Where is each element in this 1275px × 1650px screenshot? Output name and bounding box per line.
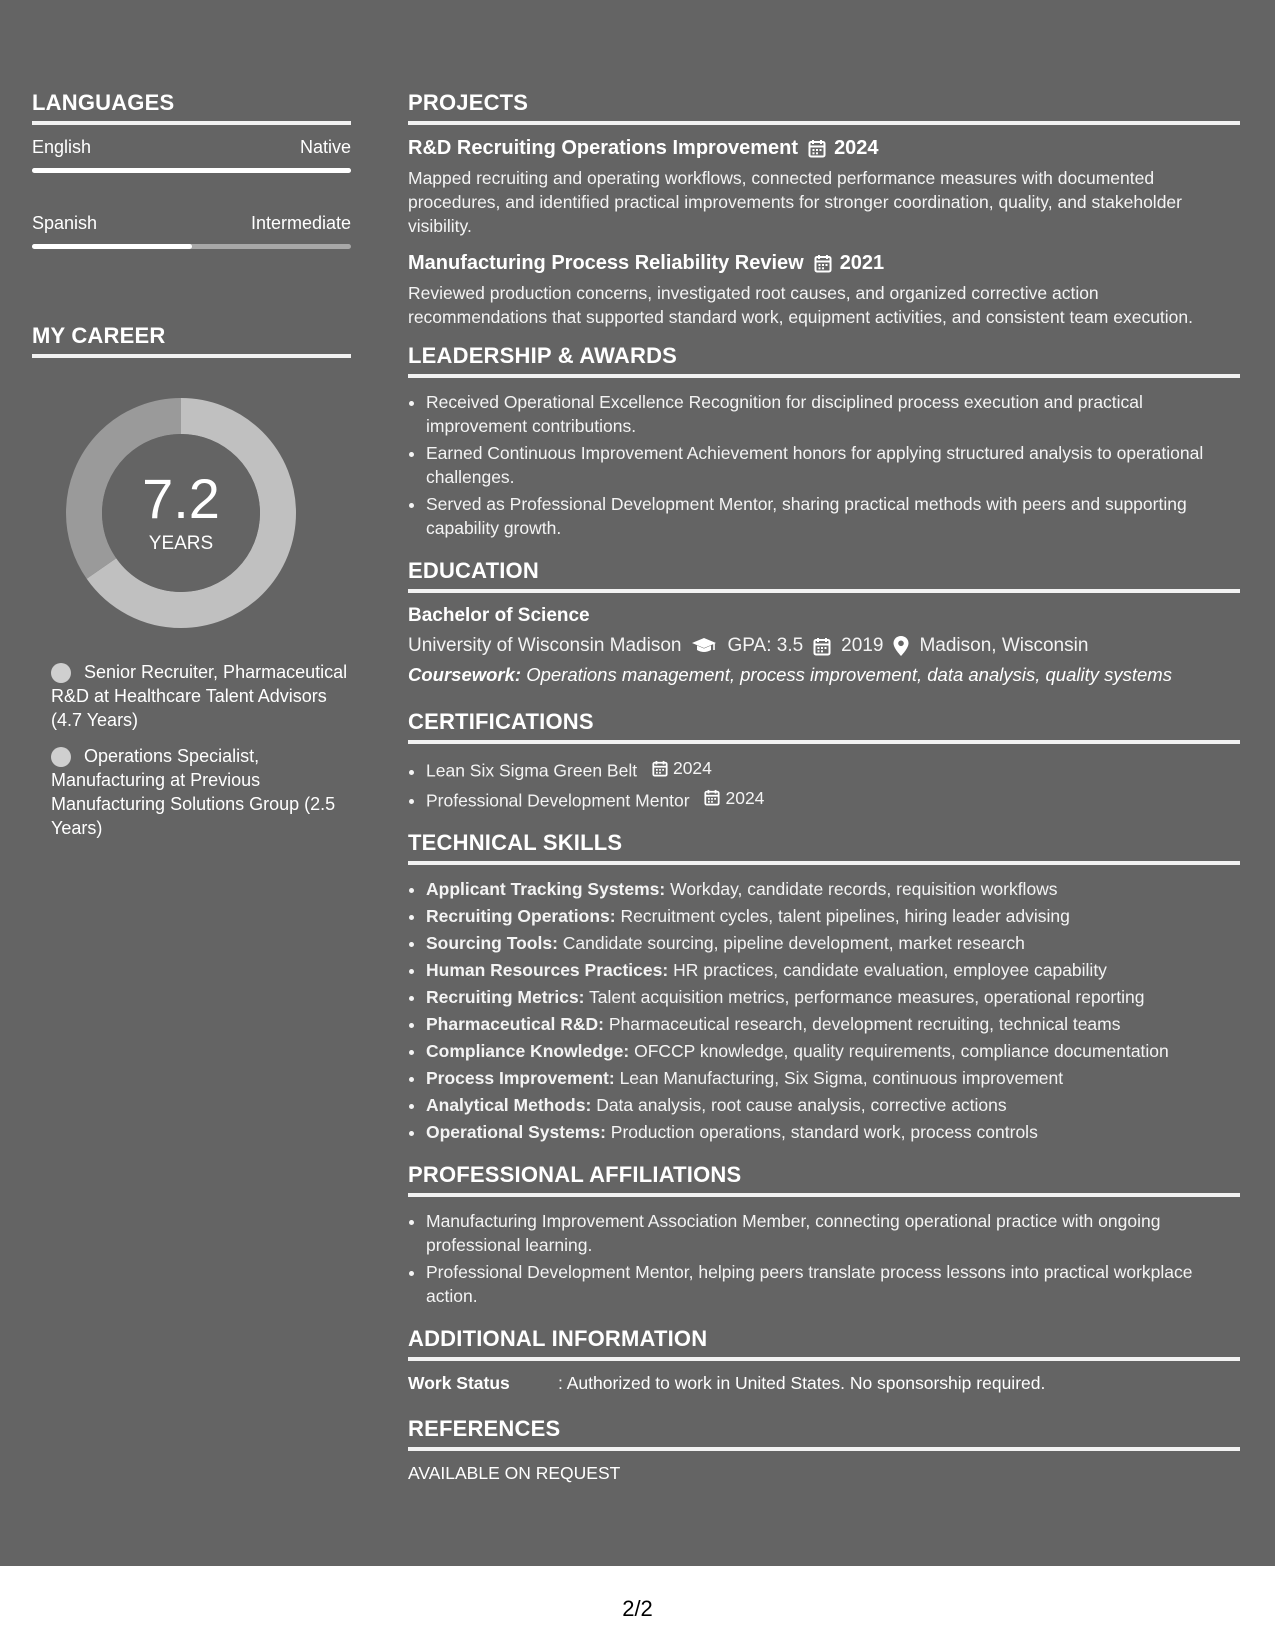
skill-item	[426, 1039, 1240, 1063]
certification-year: 2024	[725, 787, 765, 808]
language-proficiency-fill	[32, 168, 351, 173]
skill-value: Data analysis, root cause analysis, corrective actions	[596, 1095, 1007, 1115]
references-heading: REFERENCES	[408, 1416, 1240, 1451]
skill-label: Human Resources Practices:	[426, 960, 669, 980]
skills-heading: TECHNICAL SKILLS	[408, 830, 1240, 865]
language-item-spanish	[32, 213, 351, 249]
education-heading: EDUCATION	[408, 558, 1240, 593]
location-pin-icon	[893, 636, 909, 656]
career-dot-icon	[51, 747, 71, 767]
leadership-item: • Earned Continuous Improvement Achievement honors for applying structured analysis to operational challenges.	[426, 441, 1240, 489]
affiliation-item: • Manufacturing Improvement Association Member, connecting operational practice with ongoing professional learning.	[426, 1209, 1240, 1257]
skills-list	[408, 877, 1240, 1144]
skill-value: Lean Manufacturing, Six Sigma, continuous improvement	[619, 1068, 1064, 1088]
career-roles-list	[32, 660, 351, 840]
career-role-item	[51, 660, 351, 732]
career-role-text: Senior Recruiter, Pharmaceutical R&D at Healthcare Talent Advisors (4.7 Years)	[51, 662, 348, 730]
language-item-english	[32, 137, 351, 173]
career-heading: MY CAREER	[32, 323, 351, 358]
education-school: University of Wisconsin Madison	[408, 635, 682, 656]
skill-value: HR practices, candidate evaluation, employee capability	[673, 960, 1107, 980]
skill-value: Pharmaceutical research, development recruiting, technical teams	[608, 1014, 1121, 1034]
references-text: AVAILABLE ON REQUEST	[408, 1463, 621, 1483]
project-year: 2024	[834, 137, 879, 159]
skill-item	[426, 904, 1240, 928]
education-degree: Bachelor of Science	[408, 605, 590, 626]
skill-item	[426, 1093, 1240, 1117]
project-description: Mapped recruiting and operating workflows, connected performance measures with documented procedures, and identified practical improvements for stronger coordination, quality, and stakeholder visibility.	[408, 168, 1182, 236]
work-status-value: : Authorized to work in United States. No sponsorship required.	[558, 1373, 1046, 1393]
certifications-heading: CERTIFICATIONS	[408, 709, 1240, 744]
education-gpa: GPA: 3.5	[727, 635, 804, 656]
skill-value: Candidate sourcing, pipeline development, market research	[562, 933, 1025, 953]
education-year: 2019	[841, 635, 884, 656]
career-donut-chart	[66, 398, 296, 628]
certification-name: Lean Six Sigma Green Belt	[426, 760, 638, 781]
skill-label: Process Improvement:	[426, 1068, 615, 1088]
language-level: Native	[299, 137, 351, 157]
skill-label: Compliance Knowledge:	[426, 1041, 630, 1061]
work-status-label: Work Status	[408, 1373, 510, 1393]
skill-label: Operational Systems:	[426, 1122, 606, 1142]
skill-item	[426, 985, 1240, 1009]
skill-label: Applicant Tracking Systems:	[426, 879, 666, 899]
skill-label: Pharmaceutical R&D:	[426, 1014, 604, 1034]
calendar-icon	[808, 139, 826, 158]
education-coursework	[408, 663, 1240, 687]
project-name: Manufacturing Process Reliability Review	[408, 252, 804, 274]
left-column	[32, 90, 351, 852]
language-proficiency-bar	[32, 244, 351, 249]
project-year: 2021	[839, 252, 885, 274]
leadership-item: • Received Operational Excellence Recognition for disciplined process execution and practical improvement contributions.	[426, 390, 1240, 438]
graduation-cap-icon	[691, 637, 717, 655]
project-item	[408, 137, 1240, 238]
calendar-icon	[813, 637, 831, 656]
skill-label: Recruiting Metrics:	[426, 987, 585, 1007]
right-column	[408, 90, 1240, 1484]
skill-value: Workday, candidate records, requisition workflows	[670, 879, 1058, 899]
project-description: Reviewed production concerns, investigated root causes, and organized corrective action recommendations that supported standard work, equipment activities, and consistent team execution.	[408, 283, 1194, 327]
page-number: 2/2	[622, 1596, 653, 1621]
career-role-item	[51, 744, 351, 840]
calendar-icon	[652, 760, 668, 777]
donut-center	[66, 398, 296, 628]
career-years-label: YEARS	[148, 533, 214, 554]
additional-info-heading: ADDITIONAL INFORMATION	[408, 1326, 1240, 1361]
skill-label: Analytical Methods:	[426, 1095, 592, 1115]
education-details	[408, 635, 1240, 657]
skill-value: Production operations, standard work, process controls	[610, 1122, 1038, 1142]
project-name: R&D Recruiting Operations Improvement	[408, 137, 799, 159]
language-proficiency-fill	[32, 244, 192, 249]
languages-heading: LANGUAGES	[32, 90, 351, 125]
leadership-list	[408, 390, 1240, 540]
certification-name: Professional Development Mentor	[426, 790, 690, 810]
skill-item	[426, 877, 1240, 901]
affiliation-item: • Professional Development Mentor, helping peers translate process lessons into practical workplace action.	[426, 1260, 1240, 1308]
skill-item	[426, 958, 1240, 982]
certification-year: 2024	[672, 758, 712, 778]
career-dot-icon	[51, 663, 71, 683]
skill-value: OFCCP knowledge, quality requirements, compliance documentation	[634, 1041, 1169, 1061]
language-name: English	[32, 137, 92, 157]
project-item	[408, 252, 1240, 329]
skill-item	[426, 1066, 1240, 1090]
career-total-years: 7.2	[142, 467, 220, 530]
coursework-label: Coursework:	[408, 664, 522, 685]
affiliations-heading: PROFESSIONAL AFFILIATIONS	[408, 1162, 1240, 1197]
affiliations-list	[408, 1209, 1240, 1308]
leadership-heading: LEADERSHIP & AWARDS	[408, 343, 1240, 378]
projects-heading: PROJECTS	[408, 90, 1240, 125]
skill-item	[426, 931, 1240, 955]
language-name: Spanish	[32, 213, 98, 233]
language-proficiency-bar	[32, 168, 351, 173]
skill-item	[426, 1120, 1240, 1144]
language-level: Intermediate	[250, 213, 351, 233]
calendar-icon	[814, 254, 832, 273]
skill-label: Sourcing Tools:	[426, 933, 558, 953]
calendar-icon	[704, 789, 720, 806]
skill-item	[426, 1012, 1240, 1036]
skill-value: Recruitment cycles, talent pipelines, hiring leader advising	[620, 906, 1070, 926]
certifications-list	[408, 756, 1240, 812]
certification-item	[426, 756, 1240, 783]
leadership-item: • Served as Professional Development Mentor, sharing practical methods with peers and supporting capability growth.	[426, 492, 1240, 540]
skill-label: Recruiting Operations:	[426, 906, 616, 926]
page-footer	[0, 1566, 1275, 1650]
education-location: Madison, Wisconsin	[919, 635, 1089, 656]
career-role-text: Operations Specialist, Manufacturing at Previous Manufacturing Solutions Group (2.5 Years)	[51, 746, 336, 838]
work-status-row	[408, 1373, 1240, 1394]
coursework-text: Operations management, process improvement, data analysis, quality systems	[526, 664, 1172, 685]
certification-item	[426, 786, 1240, 813]
skill-value: Talent acquisition metrics, performance measures, operational reporting	[589, 987, 1145, 1007]
